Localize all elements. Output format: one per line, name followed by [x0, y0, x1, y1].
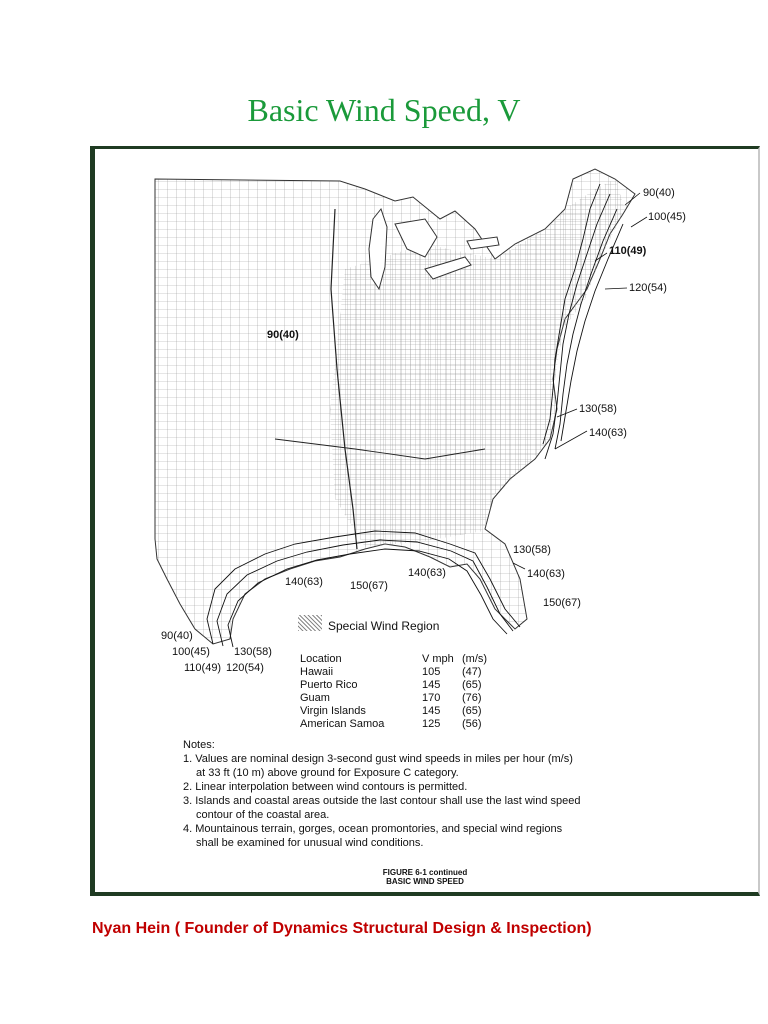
figure-caption-line: FIGURE 6-1 continued: [382, 868, 468, 877]
contour-label: 150(67): [350, 580, 388, 592]
contour-label: 120(54): [226, 662, 264, 674]
table-cell: 170: [422, 692, 441, 704]
table-cell: (76): [462, 692, 482, 704]
contour-label: 140(63): [285, 576, 323, 588]
table-row: [300, 679, 487, 692]
table-row: [300, 692, 487, 705]
special-wind-region-swatch: [298, 615, 322, 631]
table-cell: 105: [422, 666, 441, 678]
contour-label: 90(40): [267, 329, 299, 341]
table-row: [300, 718, 487, 731]
table-cell: Puerto Rico: [300, 679, 358, 691]
contour-label: 100(45): [648, 211, 686, 223]
contour-label: 90(40): [643, 187, 675, 199]
note-line: 1. Values are nominal design 3-second gust wind speeds in miles per hour (m/s): [183, 753, 573, 765]
table-row: [300, 666, 487, 679]
notes-block: [183, 738, 703, 850]
table-cell: 125: [422, 718, 441, 730]
contour-label: 140(63): [589, 427, 627, 439]
contour-label: 120(54): [629, 282, 667, 294]
contour-label: 110(49): [184, 662, 222, 674]
author-credit: Nyan Hein ( Founder of Dynamics Structural Design & Inspection): [92, 920, 592, 937]
contour-label: 140(63): [527, 568, 565, 580]
table-cell: American Samoa: [300, 718, 385, 730]
table-cell: (56): [462, 718, 482, 730]
contour-label: 130(58): [513, 544, 551, 556]
note-line: shall be examined for unusual wind conditions.: [196, 837, 424, 849]
note-line: 4. Mountainous terrain, gorges, ocean promontories, and special wind regions: [183, 823, 563, 835]
table-header: Location: [300, 653, 342, 665]
location-table: [300, 653, 487, 731]
contour-label: 130(58): [234, 646, 272, 658]
contour-label: 140(63): [408, 567, 446, 579]
table-row: [300, 705, 487, 718]
note-line: at 33 ft (10 m) above ground for Exposure C category.: [196, 767, 459, 779]
contour-label: 90(40): [161, 630, 193, 642]
contour-label: 150(67): [543, 597, 581, 609]
table-cell: 145: [422, 679, 441, 691]
contour-label: 130(58): [579, 403, 617, 415]
table-cell: 145: [422, 705, 441, 717]
table-cell: Guam: [300, 692, 330, 704]
table-header: V mph: [422, 653, 454, 665]
notes-heading: Notes:: [183, 739, 215, 751]
note-line: contour of the coastal area.: [196, 809, 330, 821]
table-cell: (65): [462, 679, 482, 691]
special-wind-region-label: Special Wind Region: [328, 619, 440, 633]
table-cell: (65): [462, 705, 482, 717]
page-title: Basic Wind Speed, V: [247, 92, 521, 128]
contour-label: 110(49): [609, 245, 647, 257]
table-header-row: [300, 653, 487, 666]
figure-caption-line: BASIC WIND SPEED: [386, 877, 464, 886]
wind-speed-figure: [90, 146, 760, 896]
table-cell: Hawaii: [300, 666, 334, 678]
table-header: (m/s): [462, 653, 488, 665]
contour-label: 100(45): [172, 646, 210, 658]
note-line: 3. Islands and coastal areas outside the last contour shall use the last wind speed: [183, 795, 581, 807]
table-cell: Virgin Islands: [300, 705, 366, 717]
table-cell: (47): [462, 666, 482, 678]
figure-caption: [345, 868, 505, 886]
note-line: 2. Linear interpolation between wind contours is permitted.: [183, 781, 468, 793]
